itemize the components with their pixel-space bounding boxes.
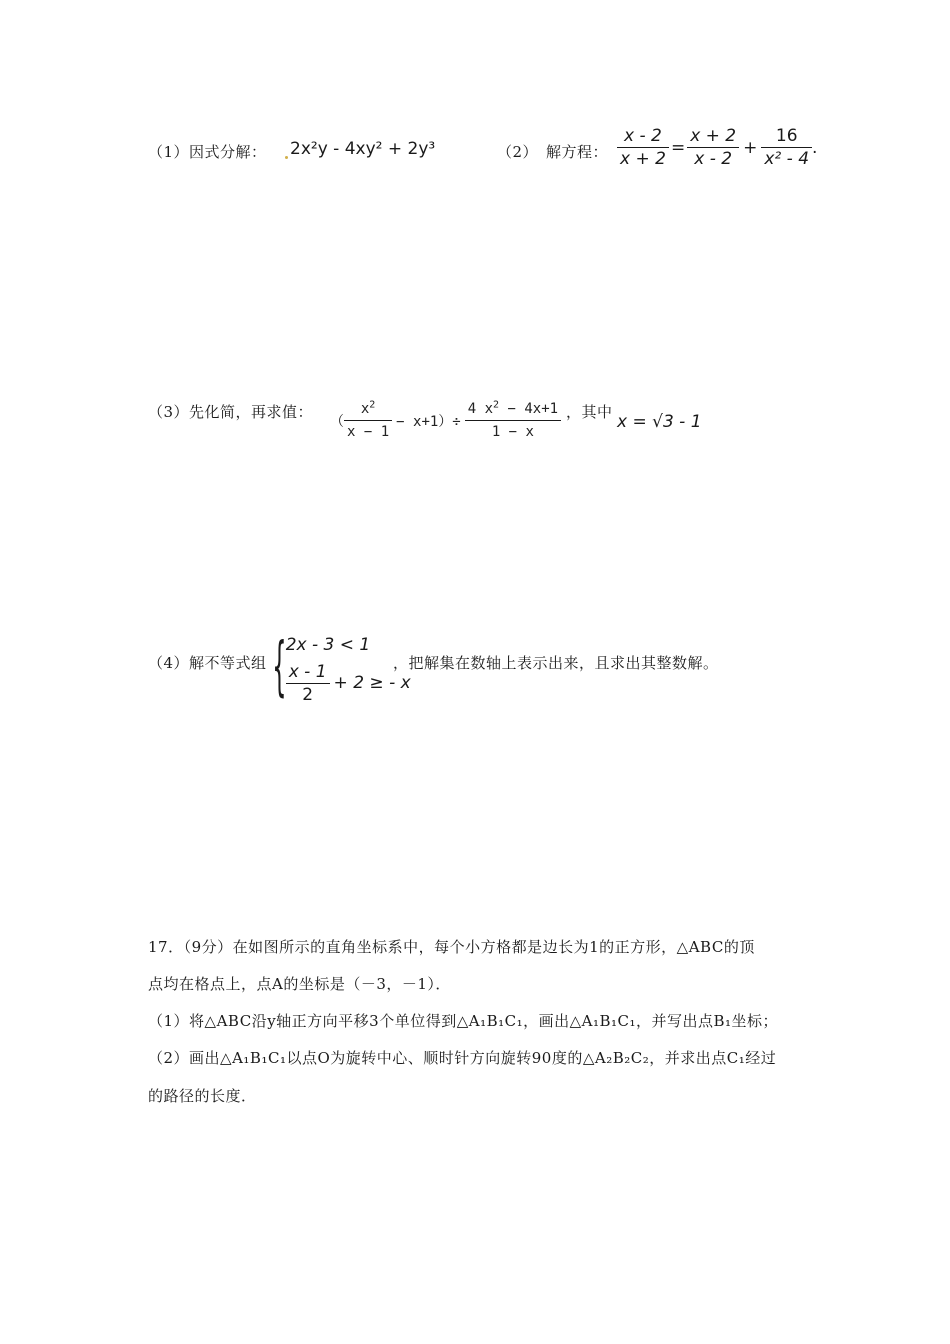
q16-part4-label: （4）解不等式组 [148,654,267,672]
q16-part2-label: （2） 解方程： [497,143,609,161]
fraction-x2-over-x-1: $\frac{x^2}{x - 1}$ [344,398,392,443]
q16-part2-equation [617,125,817,170]
fraction-3-num: 16 [775,126,798,146]
open-paren: （ [330,413,344,430]
q16-part4-tail: ，把解集在数轴上表示出来，且求出其整数解。 [393,654,719,672]
inequality-2-num: x - 1 [288,661,327,682]
q16-part3-x-value: x = √3 - 1 [617,412,702,432]
inequality-2-rest: + 2 ≥ - x [333,673,411,693]
q16-part1-label: （1）因式分解： [148,143,267,161]
inequality-2 [286,661,411,706]
q17-line3: （1）将△ABC沿y轴正方向平移3个单位得到△A₁B₁C₁，画出△A₁B₁C₁，并写出点B₁坐标； [148,1012,779,1030]
q17-line4: （2）画出△A₁B₁C₁以点O为旋转中心、顺时针方向旋转90度的△A₂B₂C₂，并求出点C₁经过 [148,1049,777,1067]
marker-dot [285,156,288,159]
q17-line1: 17．（9分）在如图所示的直角坐标系中，每个小方格都是边长为1的正方形，△ABC的顶 [148,938,755,956]
q17-line2: 点均在格点上，点A的坐标是（－3，－1）． [148,975,451,993]
fraction-4x2: $\frac{4 x^2 - 4x+1}{1 - x}$ [465,398,561,443]
fraction-2-den: x - 2 [694,149,733,169]
plus-sign: + [743,137,758,158]
fraction-3 [761,125,812,170]
fraction-2-num: x + 2 [690,126,737,146]
period: . [812,137,818,158]
fraction-2 [687,125,739,170]
q16-part4-system [271,626,411,708]
fraction-1-den: x + 2 [620,149,666,169]
q16-part1-expression [285,139,435,159]
q16-part3-label: （3）先化简，再求值： [148,403,314,421]
equals-sign: = [670,137,686,158]
q16-part1-expr: 2x²y - 4xy² + 2y³ [290,139,436,159]
q16-part3-expression: （ $\frac{x^2}{x - 1}$ − x+1）÷ $\frac{4 x^2 - 4x+1}{1 - x}$ [330,398,561,443]
q16-part3-where: ，其中 [566,403,613,421]
fraction-1-num: x - 2 [624,126,662,146]
q17-line5: 的路径的长度． [148,1087,257,1105]
inequality-2-den: 2 [302,684,314,705]
inequality-1: 2x - 3 < 1 [285,634,371,655]
fraction-1 [617,125,669,170]
fraction-3-den: x² - 4 [764,149,810,169]
left-brace: { [272,630,287,704]
